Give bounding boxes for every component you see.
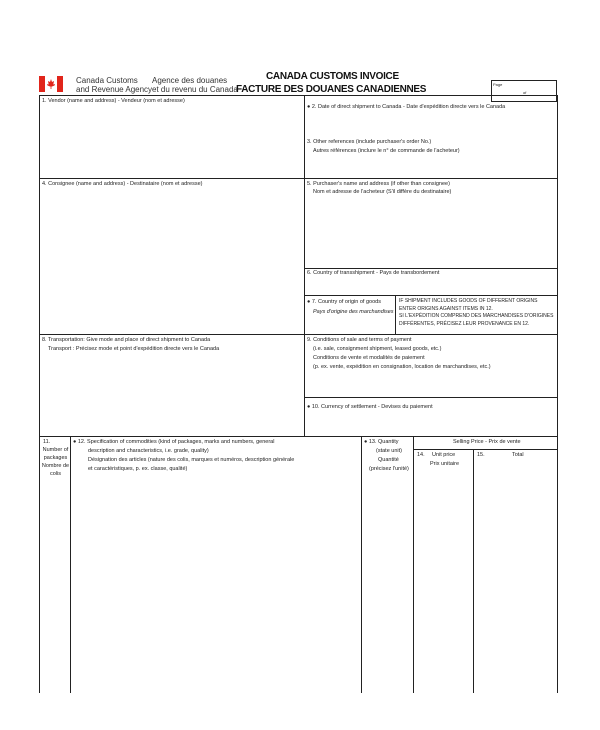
packages-column[interactable] bbox=[40, 485, 69, 692]
conditions-of-sale-example: (i.e. sale, consignment shipment, leased goods, etc.) bbox=[313, 346, 442, 352]
commodities-column[interactable] bbox=[71, 478, 360, 692]
currency-label: ● 10. Currency of settlement - Devises du paiement bbox=[307, 404, 433, 410]
commodities-label: ● 12. Specification of commodities (kind of packages, marks and numbers, general bbox=[73, 439, 275, 445]
agency-name-fr: Agence des douanes et du revenu du Canada bbox=[152, 76, 238, 94]
page-label: Page bbox=[493, 82, 503, 87]
title-en: CANADA CUSTOMS INVOICE bbox=[266, 71, 399, 82]
commodities-label-fr-2: et caractéristiques, p. ex. classe, qualité) bbox=[88, 466, 188, 472]
unit-price-number: 14. bbox=[417, 452, 425, 458]
conditions-of-sale-field[interactable] bbox=[305, 373, 556, 396]
quantity-column[interactable] bbox=[362, 478, 412, 692]
purchaser-field[interactable] bbox=[305, 198, 556, 267]
commodities-label-2: description and characteristics, i.e. grade, quality) bbox=[88, 448, 209, 454]
conditions-of-sale-example-fr: (p. ex. vente, expédition en consignation, location de marchandises, etc.) bbox=[313, 364, 491, 370]
vendor-field[interactable] bbox=[40, 106, 303, 177]
unit-price-label: Unit price bbox=[432, 452, 456, 458]
quantity-label: ● 13. Quantity bbox=[364, 439, 399, 445]
transportation-field[interactable] bbox=[40, 355, 303, 435]
transshipment-country-field[interactable] bbox=[305, 278, 556, 294]
total-label: Total bbox=[512, 452, 524, 458]
conditions-of-sale-label: 9. Conditions of sale and terms of payment bbox=[307, 337, 412, 343]
total-column[interactable] bbox=[474, 472, 556, 692]
quantity-state-unit: (state unit) bbox=[376, 448, 402, 454]
other-references-label: 3. Other references (include purchaser's order No.) bbox=[307, 139, 432, 145]
title-fr: FACTURE DES DOUANES CANADIENNES bbox=[236, 84, 427, 95]
consignee-field[interactable] bbox=[40, 190, 303, 333]
purchaser-field-label: 5. Purchaser's name and address (if other than consignee) bbox=[307, 181, 450, 187]
transshipment-country-label: 6. Country of transshipment - Pays de transbordement bbox=[307, 270, 440, 276]
consignee-field-label: 4. Consignee (name and address) - Destinataire (nom et adresse) bbox=[42, 181, 203, 187]
conditions-of-sale-label-fr: Conditions de vente et modalités de paiement bbox=[313, 355, 425, 361]
quantity-unit-fr: (précisez l'unité) bbox=[369, 466, 409, 472]
packages-label: 11. Number of packages Nombre de colis bbox=[41, 439, 70, 477]
unit-price-column[interactable] bbox=[414, 472, 472, 692]
selling-price-header: Selling Price - Prix de vente bbox=[453, 439, 521, 445]
country-of-origin-label-fr: Pays d'origine des marchandises bbox=[313, 309, 394, 315]
country-of-origin-label: ● 7. Country of origin of goods bbox=[307, 299, 381, 305]
currency-field[interactable] bbox=[305, 413, 556, 435]
commodities-label-fr: Désignation des articles (nature des colis, marques et numéros, description générale bbox=[88, 457, 295, 463]
page-of-label: of bbox=[523, 90, 527, 95]
direct-shipment-date-label: ● 2. Date of direct shipment to Canada - Date d'expédition directe vers le Canada bbox=[307, 104, 506, 110]
quantity-label-fr: Quantité bbox=[378, 457, 399, 463]
unit-price-label-fr: Prix unitaire bbox=[430, 461, 460, 467]
vendor-field-label: 1. Vendor (name and address) - Vendeur (nom et adresse) bbox=[42, 98, 185, 104]
total-number: 15. bbox=[477, 452, 485, 458]
canada-flag-icon bbox=[39, 76, 63, 92]
other-references-field[interactable] bbox=[305, 158, 556, 177]
origin-instructions: IF SHIPMENT INCLUDES GOODS OF DIFFERENT ORIGINS ENTER ORIGINS AGAINST ITEMS IN 12. SI L'EXPÉDITION COMPREND DES MARCHANDISES D'ORIGINES DIFFÉRENTES, PRÉCISEZ LEUR PROVENANCE EN 12. bbox=[399, 298, 554, 327]
transportation-label: 8. Transportation: Give mode and place of direct shipment to Canada bbox=[42, 337, 211, 343]
other-references-label-fr: Autres références (inclure le n° de commande de l'acheteur) bbox=[313, 148, 460, 154]
transportation-label-fr: Transport : Précisez mode et point d'expédition directe vers le Canada bbox=[48, 346, 220, 352]
agency-name-en: Canada Customs and Revenue Agency bbox=[76, 76, 153, 94]
purchaser-field-label-fr: Nom et adresse de l'acheteur (S'il diffère du destinataire) bbox=[313, 189, 452, 195]
